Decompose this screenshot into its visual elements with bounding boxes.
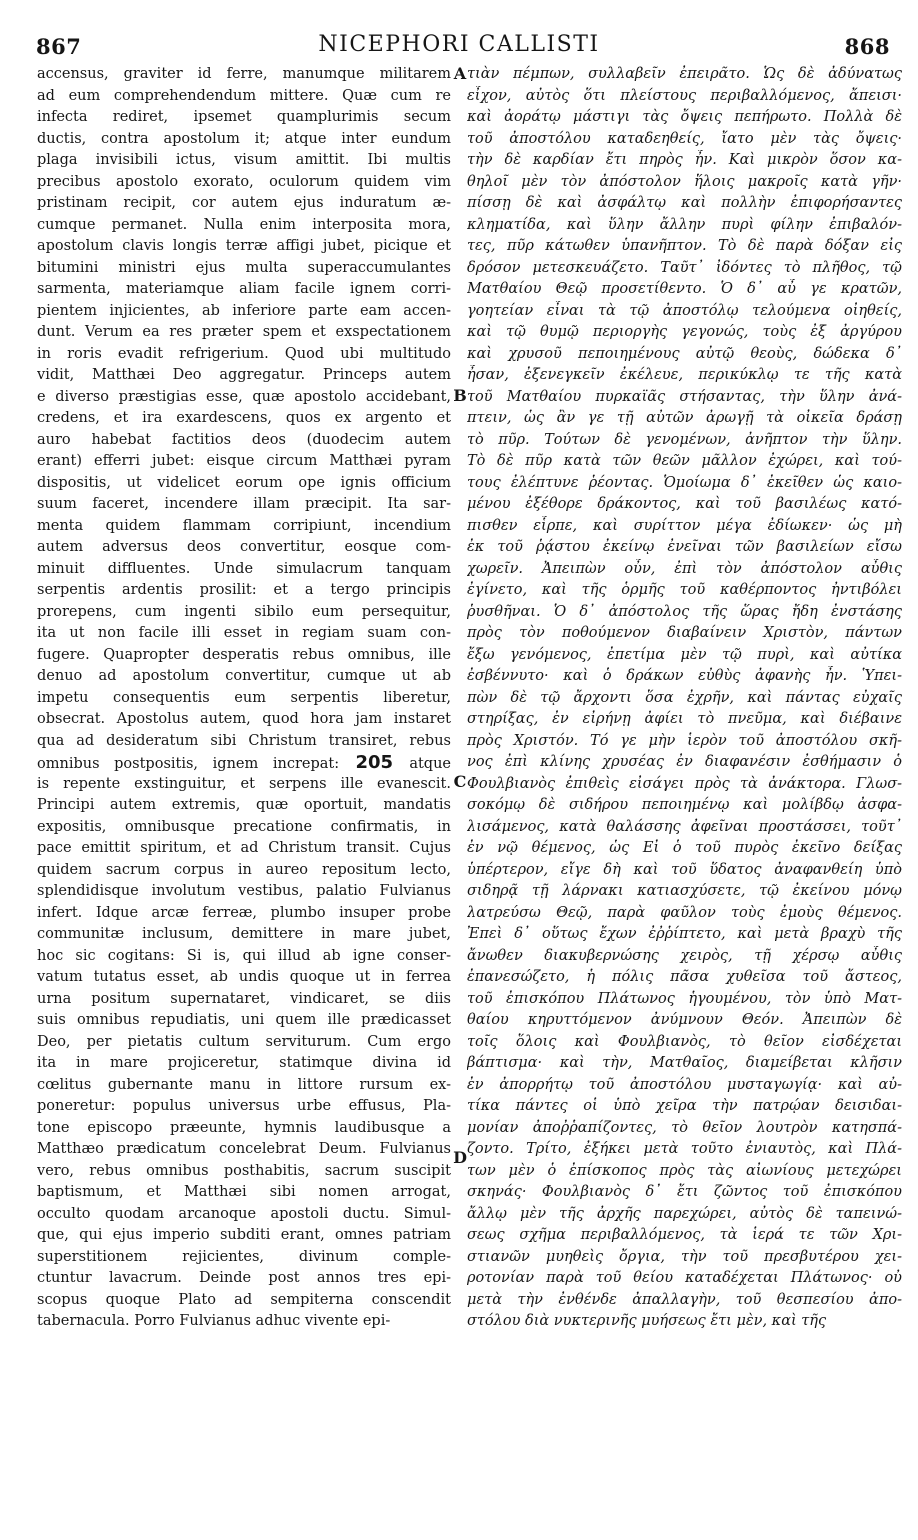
latin-text-line: auro habebat factitios deos (duodecim autem	[37, 431, 451, 448]
greek-text-line: ἄλλῳ μὲν τῆς ἀρχῆς παρεχώρει, αὐτὸς δὲ ταπεινώ-	[467, 1205, 902, 1222]
latin-text-line: vatum tutatus esset, ab undis quoque ut in ferrea	[37, 969, 451, 985]
latin-text-line: communitæ inclusum, demittere in mare jubet,	[37, 926, 451, 942]
latin-text-line: ita ut non facile illi esset in regiam suam con-	[37, 625, 451, 641]
latin-text-line: apostolum clavis longis terræ affigi jubet, picique et	[37, 238, 451, 254]
section-marker-b: B	[453, 386, 467, 405]
latin-text-line: occulto quodam arcanoque apostoli ductu. Simul-	[37, 1205, 451, 1222]
latin-text-line: ductis, contra apostolum it; atque inter eundum	[37, 130, 451, 147]
latin-text-line: denuo ad apostolum convertitur, cumque ut ab	[37, 668, 451, 684]
greek-text-line: ἐν ἀπορρήτῳ τοῦ ἀποστόλου μυσταγωγίᾳ· καὶ αὐ-	[467, 1076, 902, 1093]
latin-text-line: impetu consequentis eum serpentis liberetur,	[37, 689, 451, 706]
latin-text-line: urna positum supernataret, vindicaret, se diis	[37, 990, 451, 1007]
greek-text-line: ζοντο. Τρίτο, ἐξήκει μετὰ τοῦτο ἐνιαυτὸς, καὶ Πλά-	[467, 1141, 902, 1157]
greek-text-line: ἐκ τοῦ ῥᾴστου ἐκείνῳ ἐνεῖναι τῶν βασιλείων εἴσω	[467, 539, 902, 555]
latin-text-line: obsecrat. Apostolus autem, quod hora jam instaret	[37, 711, 451, 727]
greek-text-line: τοῦ ἐπισκόπου Πλάτωνος ἡγουμένου, τὸν ὑπὸ Ματ-	[467, 990, 902, 1007]
latin-text-line: vidit, Matthæi Deo aggregatur. Princeps autem	[37, 367, 451, 383]
latin-text-line: qua ad desideratum sibi Christum transiret, rebus	[37, 732, 451, 749]
greek-text-line: σοκόμῳ δὲ σιδήρου πεποιημένῳ καὶ μολίβδῳ ἀσφα-	[467, 797, 902, 813]
greek-text-line: ἦσαν, ἐξενεγκεῖν ἐκέλευε, περικύκλῳ τε τῆς κατὰ	[467, 367, 902, 383]
greek-text-line: ἐπανεσώζετο, ἡ πόλις πᾶσα χυθεῖσα τοῦ ἄστεος,	[467, 969, 902, 985]
latin-text-line: quidem sacrum corpus in aureo repositum lecto,	[37, 861, 451, 878]
latin-text-line: prorepens, cum ingenti sibilo eum persequitur,	[37, 603, 451, 620]
latin-text-line: que, qui ejus imperio subditi erant, omnes patriam	[37, 1227, 451, 1243]
section-marker-a: A	[453, 64, 467, 83]
latin-text-line: ita in mare projiceretur, statimque divina id	[37, 1055, 451, 1071]
greek-text-line: εἶχον, αὐτὸς ὅτι πλείστους περιβαλλόμενος, ἄπεισι·	[467, 87, 902, 104]
latin-text-line: hoc sic cogitans: Si is, qui illud ab igne conser-	[37, 947, 451, 964]
latin-text-line: e diverso præstigias esse, quæ apostolo accidebant,	[37, 388, 451, 405]
latin-text-line: is repente exstinguitur, et serpens ille evanescit.	[37, 775, 451, 792]
greek-text-line: τοῦ Ματθαίου πυρκαϊᾶς στήσαντας, τὴν ὕλην ἀνά-	[467, 388, 902, 405]
section-marker-d: D	[453, 1148, 467, 1167]
latin-text-line: bitumini ministri ejus multa superaccumulantes	[37, 259, 451, 276]
latin-text-line: pristinam recipit, cor autem ejus induratum æ-	[37, 195, 451, 211]
greek-text-line: σιδηρᾷ τῇ λάρνακι κατιασχύσετε, τῷ ἐκείνου μόνῳ	[467, 883, 902, 899]
latin-text-line: serpentis ardentis prosilit: et a tergo principis	[37, 582, 451, 598]
greek-text-line: ῥυσθῆναι. Ὁ δ᾽ ἀπόστολος τῆς ὥρας ἤδη ἐνστάσης	[467, 603, 902, 620]
greek-text-line: Τὸ δὲ πῦρ κατὰ τῶν θεῶν μᾶλλον ἐχώρει, καὶ τού-	[467, 453, 902, 469]
greek-text-line: Ματθαίου Θεῷ προσετίθεντο. Ὁ δ᾽ αὖ γε κρατῶν,	[467, 281, 902, 297]
greek-text-line: θαίου κηρυττόμενον ἀνύμνουν Θεόν. Ἀπειπὼν δὲ	[467, 1012, 902, 1028]
latin-text-line: tone episcopo præeunte, hymnis laudibusque a	[37, 1119, 451, 1136]
left-page-number: 867	[36, 34, 82, 59]
latin-text-line: precibus apostolo exorato, oculorum quidem vim	[37, 173, 451, 190]
latin-text-line: cumque permanet. Nulla enim interposita mora,	[37, 216, 451, 233]
latin-text-line: sarmenta, materiamque aliam facile ignem corri-	[37, 281, 451, 297]
latin-text-line: in roris evadit refrigerium. Quod ubi multitudo	[37, 345, 451, 362]
greek-text-line: ἄνωθεν διακυβερνώσης χειρὸς, τῇ χέρσῳ αὖθις	[467, 947, 902, 964]
latin-text-line: vero, rebus omnibus posthabitis, sacrum suscipit	[37, 1162, 451, 1179]
greek-text-line: χωρεῖν. Ἀπειπὼν οὖν, ἐπὶ τὸν ἀπόστολον αὖθις	[467, 560, 902, 577]
latin-text-line: autem adversus deos convertitur, eosque com-	[37, 539, 451, 555]
greek-text-line: κληματίδα, καὶ ὕλην ἄλλην πυρὶ φίλην ἐπιβαλόν-	[467, 216, 902, 233]
section-marker-c: C	[453, 772, 467, 791]
greek-text-line: μένου ἐξέθορε δράκοντος, καὶ τοῦ βασιλέως κατό-	[467, 496, 902, 512]
latin-text-line: expositis, omnibusque precatione confirmatis, in	[37, 818, 451, 835]
latin-text-line: ctuntur lavacrum. Deinde post annos tres epi-	[37, 1270, 451, 1286]
greek-text-line: πρὸς τὸν ποθούμενον διαβαίνειν Χριστὸν, πάντων	[467, 625, 902, 641]
greek-text-line: μετὰ τὴν ἐνθένδε ἀπαλλαγὴν, τοῦ θεσπεσίου ἀπο-	[467, 1291, 902, 1308]
latin-text-line: minuit diffluentes. Unde simulacrum tanquam	[37, 560, 451, 577]
greek-text-line: τους ἐλέπτυνε ῥέοντας. Ὁμοίωμα δ᾽ ἐκεῖθεν ὡς καιο-	[467, 474, 902, 491]
latin-text-line: erant) efferri jubet: eisque circum Matthæi pyram	[37, 453, 451, 469]
greek-text-line: μονίαν ἀποῤῥαπίζοντες, τὸ θεῖον λουτρὸν κατησπά-	[467, 1119, 902, 1136]
latin-text-line: menta quidem flammam corripiunt, incendium	[37, 517, 451, 534]
page-header	[0, 0, 918, 62]
greek-text-line: ροτονίαν παρὰ τοῦ θείου καταδέχεται Πλάτωνος· οὐ	[467, 1270, 902, 1286]
latin-text-line: suum faceret, incendere illam præcipit. Ita sar-	[37, 496, 451, 512]
greek-text-line: Ἐπεὶ δ᾽ οὕτως ἔχων ἐῤῥίπτετο, καὶ μετὰ βραχὺ τῆς	[467, 926, 902, 942]
greek-text-line: τοῦ ἀποστόλου καταδεηθείς, ἴατο μὲν τὰς ὄψεις·	[467, 130, 902, 147]
greek-text-line: καὶ τῷ θυμῷ περιοργὴς γεγονώς, τοὺς ἐξ ἀργύρου	[467, 324, 902, 340]
greek-text-line: γοητείαν εἶναι τὰ τῷ ἀποστόλῳ τελούμενα οἰηθείς,	[467, 302, 902, 319]
column-number-trailing-word: atque	[409, 756, 451, 772]
latin-text-line: scopus quoque Plato ad sempiterna conscendit	[37, 1291, 451, 1308]
latin-text-line: pientem injicientes, ab inferiore parte eam accen-	[37, 302, 451, 319]
latin-text-line: fugere. Quapropter desperatis rebus omnibus, ille	[37, 646, 451, 663]
latin-column	[37, 64, 451, 1333]
right-page-number: 868	[844, 34, 890, 59]
greek-text-line: σκηνάς· Φουλβιανὸς δ᾽ ἔτι ζῶντος τοῦ ἐπισκόπου	[467, 1184, 902, 1200]
latin-text-line: omnibus postpositis, ignem increpat: 205 atque	[37, 752, 451, 773]
greek-text-line: καὶ ἀοράτῳ μάστιγι τὰς ὄψεις πεπήρωτο. Πολλὰ δὲ	[467, 109, 902, 125]
greek-text-line: ἐγίνετο, καὶ τῆς ὁρμῆς τοῦ καθέρποντος ἠντιβόλει	[467, 582, 902, 598]
greek-text-line: δρόσον μετεσκευάζετο. Ταῦτ᾽ ἰδόντες τὸ πλῆθος, τῷ	[467, 259, 902, 276]
latin-text-line: pace emittit spiritum, et ad Christum transit. Cujus	[37, 840, 451, 856]
greek-text-line: ὑπέρτερον, εἴγε δὴ καὶ τοῦ ὕδατος ἀναφανθείη ὑπὸ	[467, 861, 902, 878]
greek-text-line: ἔξω γενόμενος, ἐπετίμα μὲν τῷ πυρὶ, καὶ αὐτίκα	[467, 646, 902, 663]
greek-text-line: θηλοῖ μὲν τὸν ἀπόστολον ἥλοις μακροῖς κατὰ γῆν·	[467, 173, 902, 190]
greek-text-line: σεως σχῆμα περιβαλλόμενος, τὰ ἱερά τε τῶν Χρι-	[467, 1227, 902, 1243]
greek-text-line: στιανῶν μυηθεὶς ὄργια, τὴν τοῦ πρεσβυτέρου χει-	[467, 1248, 902, 1265]
latin-text-line: credens, et ira exardescens, quos ex argento et	[37, 410, 451, 426]
latin-text-line: Principi autem extremis, quæ oportuit, mandatis	[37, 797, 451, 813]
latin-text-line: baptismum, et Matthæi sibi nomen arrogat,	[37, 1184, 451, 1200]
greek-text-line: πρὸς Χριστόν. Τό γε μὴν ἱερὸν τοῦ ἀποστόλου σκῆ-	[467, 732, 902, 749]
greek-text-line: καὶ χρυσοῦ πεποιημένους αὐτῷ θεοὺς, δώδεκα δ᾽	[467, 345, 902, 362]
greek-text-line: πισθεν εἷρπε, καὶ συρίττον μέγα ἐδίωκεν· ὡς μὴ	[467, 517, 902, 534]
greek-text-line: τὴν δὲ καρδίαν ἔτι πηρὸς ἦν. Καὶ μικρὸν ὅσον κα-	[467, 152, 902, 168]
latin-text-line: Deo, per pietatis cultum serviturum. Cum ergo	[37, 1033, 451, 1050]
greek-text-line: λατρεύσω Θεῷ, παρὰ φαῦλον τοὺς ἐμοὺς θέμενος.	[467, 904, 902, 921]
latin-text-line: infecta rediret, ipsemet quamplurimis secum	[37, 109, 451, 125]
greek-text-line: στόλου διὰ νυκτερινῆς μυήσεως ἔτι μὲν, καὶ τῆς	[467, 1313, 827, 1329]
latin-text-line: infert. Idque arcæ ferreæ, plumbo insuper probe	[37, 904, 451, 921]
running-title: NICEPHORI CALLISTI	[318, 32, 600, 57]
latin-text-line: dispositis, ut videlicet eorum ope ignis officium	[37, 474, 451, 491]
greek-text-line: νος ἐπὶ κλίνης χρυσέας ἐν διαφανέσιν ἐσθήμασιν ὁ	[467, 754, 902, 770]
greek-column	[467, 64, 902, 1333]
latin-text-line: plaga invisibili ictus, visum amittit. Ibi multis	[37, 152, 451, 168]
greek-text-line: ἐσβέννυτο· καὶ ὁ δράκων εὐθὺς ἀφανὴς ἦν. Ὑπει-	[467, 668, 902, 684]
greek-text-line: πὼν δὲ τῷ ἄρχοντι ὅσα ἐχρῆν, καὶ πάντας εὐχαῖς	[467, 689, 902, 706]
greek-text-line: τίκα πάντες οἱ ὑπὸ χεῖρα τὴν πατρῴαν δεισιδαι-	[467, 1098, 902, 1114]
greek-text-line: πίσσῃ δὲ καὶ ἀσφάλτῳ καὶ πολλὴν ἐπιφορήσαντες	[467, 195, 902, 211]
greek-text-line: τοῖς ὅλοις καὶ Φουλβιανὸς, τὸ θεῖον εἰσδέχεται	[467, 1033, 902, 1050]
latin-text-line: accensus, graviter id ferre, manumque militarem	[37, 66, 451, 82]
greek-text-line: βάπτισμα· καὶ τὴν, Ματθαῖος, διαμείβεται κλῆσιν	[467, 1055, 902, 1071]
latin-text-line: poneretur: populus universus urbe effusus, Pla-	[37, 1098, 451, 1114]
greek-text-line: των μὲν ὁ ἐπίσκοπος πρὸς τὰς αἰωνίους μετεχώρει	[467, 1162, 902, 1179]
greek-text-line: λισάμενος, κατὰ θαλάσσης ἀφεῖναι προστάσσει, τοῦτ᾽	[467, 818, 902, 835]
latin-text-line: suis omnibus repudiatis, uni quem ille prædicasset	[37, 1012, 451, 1028]
latin-text-line: dunt. Verum ea res præter spem et exspectationem	[37, 324, 451, 340]
latin-text-line: Matthæo prædicatum concelebrat Deum. Fulvianus	[37, 1141, 451, 1157]
latin-text-line: ad eum comprehendendum mittere. Quæ cum re	[37, 87, 451, 104]
greek-text-line: τιὰν πέμπων, συλλαβεῖν ἐπειρᾶτο. Ὡς δὲ ἀδύνατως	[467, 66, 902, 82]
latin-text-line: splendidisque involutum vestibus, palatio Fulvianus	[37, 883, 451, 899]
greek-text-line: τὸ πῦρ. Τούτων δὲ γενομένων, ἀνῆπτον τὴν ὕλην.	[467, 431, 902, 448]
greek-text-line: στηρίξας, ἐν εἰρήνῃ ἀφίει τὸ πνεῦμα, καὶ διέβαινε	[467, 711, 902, 727]
greek-text-line: τες, πῦρ κάτωθεν ὑπανῆπτον. Τὸ δὲ παρὰ δόξαν εἰς	[467, 238, 902, 254]
greek-text-line: Φουλβιανὸς ἐπιθεὶς εἰσάγει πρὸς τὰ ἀνάκτορα. Γλωσ-	[467, 775, 902, 792]
latin-text-line: superstitionem rejicientes, divinum comple-	[37, 1248, 451, 1265]
column-number: 205	[339, 752, 410, 773]
latin-text-line: tabernacula. Porro Fulvianus adhuc vivente epi-	[37, 1313, 391, 1329]
greek-text-line: πτειν, ὡς ἂν γε τῇ αὐτῶν ἀρωγῇ τὰ οἰκεῖα δράσῃ	[467, 410, 902, 426]
latin-text-line: cœlitus gubernante manu in littore rursum ex-	[37, 1076, 451, 1093]
greek-text-line: ἐν νῷ θέμενος, ὡς Εἰ ὁ τοῦ πυρὸς ἐκεῖνο δείξας	[467, 840, 902, 856]
